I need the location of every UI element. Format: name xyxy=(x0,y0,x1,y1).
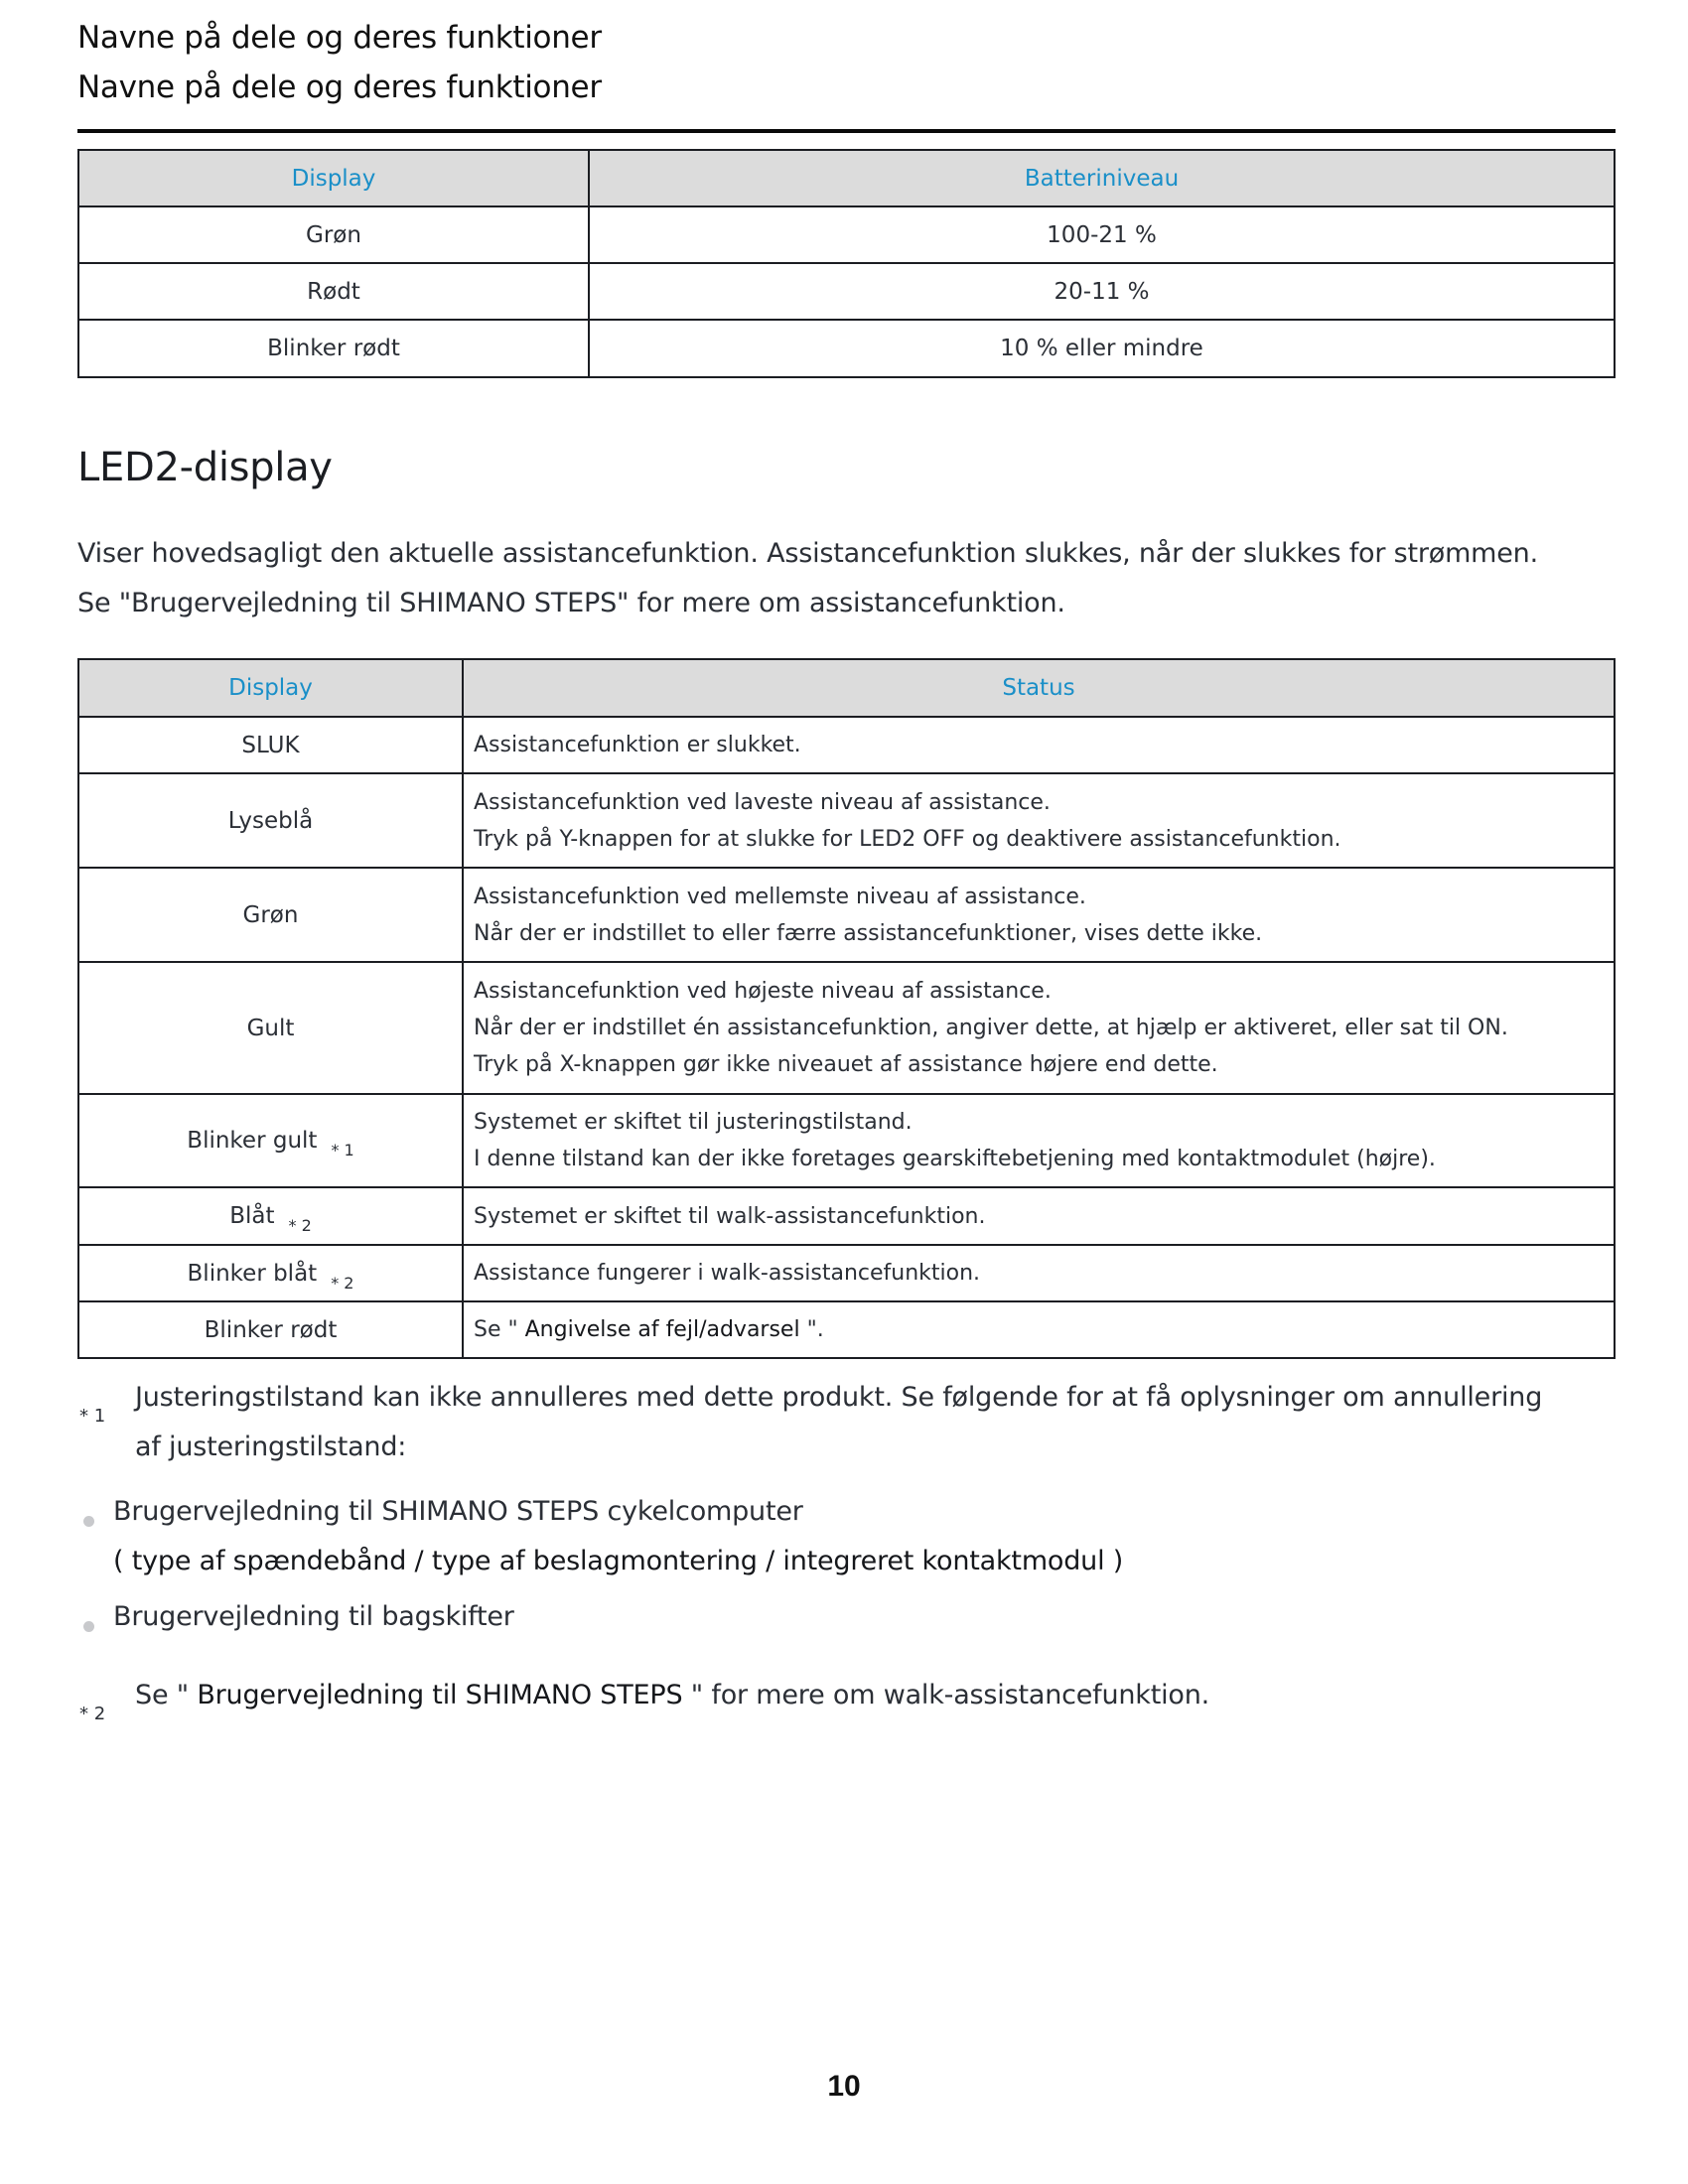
status-line: Assistancefunktion ved laveste niveau af assistance. xyxy=(474,789,1051,815)
display-label: Blåt xyxy=(229,1203,275,1229)
header-rule xyxy=(77,129,1616,133)
footnote-2-prefix: Se " xyxy=(135,1680,189,1710)
status-line: Tryk på X-knappen gør ikke niveauet af assistance højere end dette. xyxy=(474,1052,1218,1077)
bullet-icon xyxy=(83,1621,94,1632)
display-cell: Blinker rødt xyxy=(78,1301,463,1358)
led2-status-table xyxy=(77,658,1616,1359)
error-warning-link[interactable]: Angivelse af fejl/advarsel xyxy=(517,1317,807,1342)
led2-intro-line-2: Se "Brugervejledning til SHIMANO STEPS" for mere om assistancefunktion. xyxy=(77,588,1065,618)
column-header-status: Status xyxy=(463,659,1615,717)
table-row xyxy=(78,320,1615,377)
status-line: Systemet er skiftet til justeringstilstand. xyxy=(474,1110,913,1135)
footnote-ref-2[interactable]: * 2 xyxy=(331,1273,354,1293)
status-cell xyxy=(463,962,1615,1094)
status-line: Når der er indstillet én assistancefunktion, angiver dette, at hjælp er aktiveret, eller sat til ON. xyxy=(474,1016,1508,1040)
status-line: Systemet er skiftet til walk-assistancefunktion. xyxy=(474,1203,986,1229)
status-cell xyxy=(463,717,1615,773)
status-cell xyxy=(463,1187,1615,1245)
column-header-display: Display xyxy=(78,150,589,206)
reference-link-cycle-computer[interactable]: Brugervejledning til SHIMANO STEPS cykelcomputer xyxy=(113,1496,803,1527)
status-cell xyxy=(463,868,1615,962)
status-text: Se " xyxy=(474,1317,518,1342)
status-line: Assistancefunktion ved mellemste niveau af assistance. xyxy=(474,884,1086,909)
display-cell: SLUK xyxy=(78,717,463,773)
battery-level-cell: 10 % eller mindre xyxy=(589,320,1615,377)
shimano-steps-manual-link[interactable]: Brugervejledning til SHIMANO STEPS xyxy=(188,1680,691,1710)
display-label: Blinker gult xyxy=(187,1128,318,1154)
section-title: Navne på dele og deres funktioner xyxy=(77,69,602,105)
table-row xyxy=(78,1245,1615,1301)
footnote-ref-1[interactable]: * 1 xyxy=(331,1141,354,1160)
table-row xyxy=(78,868,1615,962)
status-line: I denne tilstand kan der ikke foretages gearskiftebetjening med kontaktmodulet (højre). xyxy=(474,1147,1436,1171)
status-cell xyxy=(463,1245,1615,1301)
page-number: 10 xyxy=(827,2070,861,2103)
footnote-1-marker: * 1 xyxy=(79,1406,106,1427)
column-header-battery-level: Batteriniveau xyxy=(589,150,1615,206)
status-cell xyxy=(463,773,1615,868)
table-row xyxy=(78,717,1615,773)
display-cell: Gult xyxy=(78,962,463,1094)
reference-link-cycle-computer-types[interactable]: ( type af spændebånd / type af beslagmontering / integreret kontaktmodul ) xyxy=(113,1546,1124,1576)
footnote-2-text xyxy=(135,1680,1209,1710)
led2-display-heading: LED2-display xyxy=(77,445,333,490)
table-row xyxy=(78,206,1615,263)
table-row xyxy=(78,1187,1615,1245)
table-row xyxy=(78,773,1615,868)
status-text: ". xyxy=(806,1317,824,1342)
column-header-display: Display xyxy=(78,659,463,717)
bullet-icon xyxy=(83,1516,94,1527)
display-cell: Grøn xyxy=(78,868,463,962)
reference-link-rear-derailleur[interactable]: Brugervejledning til bagskifter xyxy=(113,1601,514,1632)
battery-level-cell: 100-21 % xyxy=(589,206,1615,263)
table-row xyxy=(78,1301,1615,1358)
battery-level-table xyxy=(77,149,1616,378)
battery-level-cell: 20-11 % xyxy=(589,263,1615,320)
status-cell xyxy=(463,1301,1615,1358)
table-row xyxy=(78,263,1615,320)
display-cell xyxy=(78,1187,463,1245)
status-line: Assistancefunktion ved højeste niveau af assistance. xyxy=(474,979,1052,1004)
footnote-1-line-2: af justeringstilstand: xyxy=(135,1432,407,1462)
display-cell: Rødt xyxy=(78,263,589,320)
status-line: Assistancefunktion er slukket. xyxy=(474,733,801,757)
led2-intro-line-1: Viser hovedsagligt den aktuelle assistancefunktion. Assistancefunktion slukkes, når der slukkes for strømmen. xyxy=(77,538,1538,569)
status-cell xyxy=(463,1094,1615,1187)
display-cell: Blinker rødt xyxy=(78,320,589,377)
display-cell xyxy=(78,1245,463,1301)
status-line: Assistance fungerer i walk-assistancefunktion. xyxy=(474,1261,981,1286)
display-cell: Grøn xyxy=(78,206,589,263)
table-header-row xyxy=(78,150,1615,206)
table-row xyxy=(78,962,1615,1094)
display-cell: Lyseblå xyxy=(78,773,463,868)
display-cell xyxy=(78,1094,463,1187)
table-header-row xyxy=(78,659,1615,717)
status-line: Tryk på Y-knappen for at slukke for LED2 OFF og deaktivere assistancefunktion. xyxy=(474,826,1341,852)
status-line: Når der er indstillet to eller færre assistancefunktioner, vises dette ikke. xyxy=(474,920,1263,946)
footnote-1-line-1: Justeringstilstand kan ikke annulleres med dette produkt. Se følgende for at få oplysninger om annullering xyxy=(135,1382,1543,1413)
running-header-title: Navne på dele og deres funktioner xyxy=(77,20,602,56)
footnote-2-suffix: " for mere om walk-assistancefunktion. xyxy=(690,1680,1210,1710)
table-row xyxy=(78,1094,1615,1187)
footnote-ref-2[interactable]: * 2 xyxy=(288,1216,312,1235)
display-label: Blinker blåt xyxy=(187,1260,318,1287)
footnote-2-marker: * 2 xyxy=(79,1704,106,1724)
